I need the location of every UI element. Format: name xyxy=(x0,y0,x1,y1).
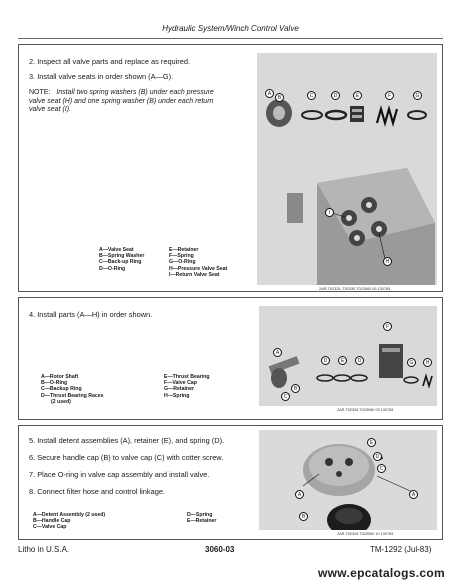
detent-assembly-photo xyxy=(259,430,437,530)
callout-f: F xyxy=(385,91,394,100)
section-rotor-parts xyxy=(18,297,443,420)
legend-item: A—Rotor Shaft xyxy=(41,374,79,380)
legend-item: I—Return Valve Seat xyxy=(169,271,220,278)
legend-item: D—Thrust Bearing Races xyxy=(41,392,104,399)
legend-item: C—Valve Cap xyxy=(33,524,67,531)
legend-item: C—Back-up Ring xyxy=(99,259,142,266)
callout-f: F xyxy=(383,322,392,331)
step-3-text: 3. Install valve seats in order shown (A—G). xyxy=(29,72,174,81)
legend-item: E—Thrust Bearing xyxy=(164,374,210,380)
valve-seat-photo xyxy=(257,53,437,285)
legend-item: A—Valve Seat xyxy=(99,247,134,253)
callout-h: H xyxy=(383,257,392,266)
callout-d: D xyxy=(331,91,340,100)
header-rule xyxy=(18,38,443,39)
detent-assembly-photo-art xyxy=(259,430,437,530)
legend-item: A—Detent Assembly (2 used) xyxy=(33,512,106,518)
callout-h: H xyxy=(423,358,432,367)
callout-a: A xyxy=(273,348,282,357)
section1-legend-right xyxy=(169,247,227,278)
legend-item: H—Pressure Valve Seat xyxy=(169,265,228,272)
callout-c: C xyxy=(281,392,290,401)
note-body: Install two spring washers (B) under each pressure valve seat (H) and one spring washer (B) under each return valve seat (I). xyxy=(29,89,214,113)
step-8-text: 8. Connect filter hose and control linkage. xyxy=(29,487,165,496)
section2-legend-left xyxy=(41,374,104,405)
valve-seat-photo-art xyxy=(257,53,437,285)
legend-item: G—O-Ring xyxy=(169,259,196,266)
rotor-parts-photo xyxy=(259,306,437,406)
legend-item: B—Handle Cap xyxy=(33,518,71,525)
legend-item: D—O-Ring xyxy=(99,265,126,272)
legend-item: E—Retainer xyxy=(169,247,199,253)
watermark-link[interactable]: www.epcatalogs.com xyxy=(318,566,445,580)
legend-item: B—Spring Washer xyxy=(99,253,145,260)
photo-code: 2AR,T92326 T023060 10 130783 xyxy=(337,532,394,536)
footer-page-number: 3060-03 xyxy=(205,545,235,554)
page-header-title: Hydraulic System/Winch Control Valve xyxy=(162,24,299,33)
callout-a: A xyxy=(409,490,418,499)
step-4-text: 4. Install parts (A—H) in order shown. xyxy=(29,310,153,319)
callout-g: G xyxy=(413,91,422,100)
section3-legend-left xyxy=(33,512,105,531)
callout-c: C xyxy=(377,464,386,473)
step-2-text: 2. Inspect all valve parts and replace as required. xyxy=(29,57,191,66)
callout-a: A xyxy=(295,490,304,499)
legend-item: B—O-Ring xyxy=(41,380,68,387)
section-detent-assembly xyxy=(18,425,443,540)
legend-item: E—Retainer xyxy=(187,518,217,525)
callout-e: E xyxy=(353,91,362,100)
callout-d: D xyxy=(355,356,364,365)
section1-legend-left xyxy=(99,247,144,272)
footer-litho: Litho in U.S.A. xyxy=(18,545,70,554)
legend-item: F—Spring xyxy=(169,253,194,260)
rotor-parts-photo-art xyxy=(259,306,437,406)
legend-item: D—Spring xyxy=(187,512,213,518)
callout-b: B xyxy=(291,384,300,393)
legend-item: C—Backup Ring xyxy=(41,386,82,393)
callout-a: A xyxy=(265,89,274,98)
footer-manual-id: TM-1292 (Jul-83) xyxy=(370,545,432,554)
section3-legend-right xyxy=(187,512,216,524)
callout-d: D xyxy=(321,356,330,365)
callout-e: E xyxy=(367,438,376,447)
legend-item: F—Valve Cap xyxy=(164,380,197,387)
callout-i: I xyxy=(325,208,334,217)
note-text xyxy=(29,89,224,115)
step-5-text: 5. Install detent assemblies (A), retainer (E), and spring (D). xyxy=(29,436,225,445)
photo-code: 2AR,T92326 T023060 09 130783 xyxy=(337,408,394,412)
callout-g: G xyxy=(407,358,416,367)
callout-b: B xyxy=(299,512,308,521)
section-valve-seats xyxy=(18,44,443,292)
callout-c: C xyxy=(307,91,316,100)
legend-item: (2 used) xyxy=(51,398,71,405)
step-6-text: 6. Secure handle cap (B) to valve cap (C) with cotter screw. xyxy=(29,453,224,462)
callout-e: E xyxy=(338,356,347,365)
step-7-text: 7. Place O-ring in valve cap assembly and install valve. xyxy=(29,470,210,479)
callout-d: D xyxy=(373,452,382,461)
callout-b: B xyxy=(275,93,284,102)
photo-code: 2AR,T92325, T92330 T023060 09 130783 xyxy=(319,287,391,291)
legend-item: G—Retainer xyxy=(164,386,194,393)
section2-legend-right xyxy=(164,374,210,399)
note-label: NOTE: xyxy=(29,89,51,96)
legend-item: H—Spring xyxy=(164,392,190,399)
